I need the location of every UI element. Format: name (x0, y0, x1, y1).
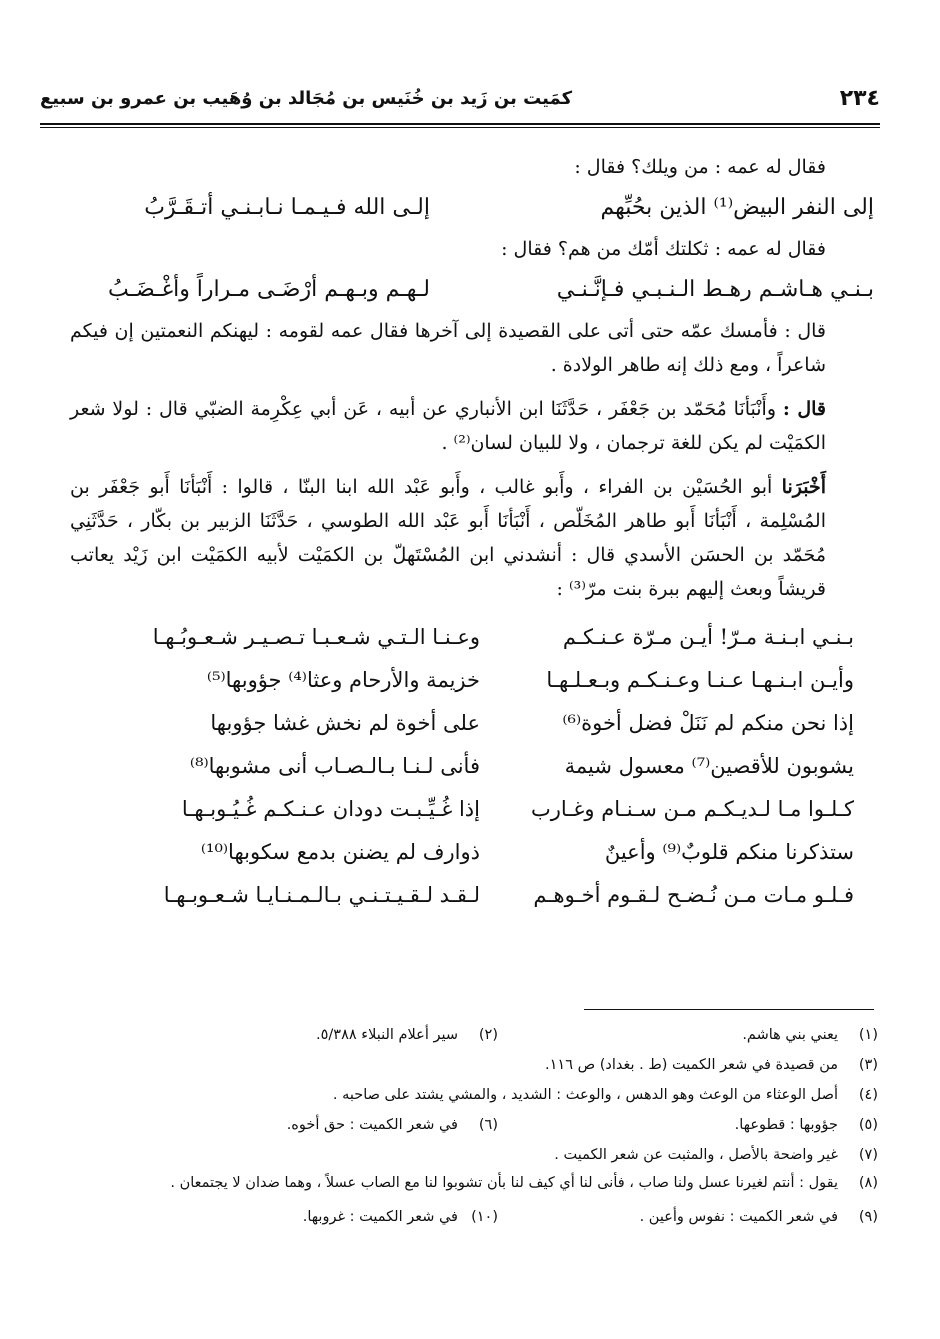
poem-line-second-hemistich: ذوارف لم يضنن بدمع سكوبها⁽¹⁰⁾ (200, 840, 480, 864)
footnote-text: من قصيدة في شعر الكميت (ط . بغداد) ص ١١٦. (545, 1057, 838, 1073)
footnote-number: (٧) (858, 1147, 878, 1163)
footnote-row (70, 1110, 878, 1140)
footnote-2 (118, 1020, 498, 1050)
footnote-number: (١) (858, 1027, 878, 1043)
poem-line-second-hemistich: على أخوة لم نخش غشا جؤوبها (210, 711, 480, 735)
footnote-row (70, 1202, 878, 1232)
verse-1-first-hemistich: إلى النفر البيض⁽¹⁾ الذين بحُبِّهم (600, 195, 874, 220)
poem-line (70, 745, 874, 788)
footnote-3 (70, 1050, 878, 1080)
poem-line-first-hemistich: فـلـو مـات مـن نُـضـح لـقـوم أخـوهـم (533, 883, 854, 907)
footnote-9 (498, 1202, 878, 1232)
poem-line-second-hemistich: فأنى لـنـا بـالـصـاب أنى مشوبها⁽⁸⁾ (189, 754, 480, 778)
poem-line (70, 616, 874, 659)
footnote-number: (٥) (858, 1117, 878, 1133)
poem-line (70, 659, 874, 702)
running-header (40, 78, 880, 118)
footnote-number: (٣) (858, 1057, 878, 1073)
poem-line-first-hemistich: إذا نحن منكم لم نَنَلْ فضل أخوة⁽⁶⁾ (562, 711, 854, 735)
header-rule (40, 123, 880, 128)
footnote-text: في شعر الكميت : نفوس وأعين . (639, 1209, 838, 1225)
footnote-10 (118, 1202, 498, 1232)
poem (70, 616, 874, 917)
footnote-text: في شعر الكميت : حق أخوه. (286, 1117, 458, 1133)
footnote-number: (١٠) (471, 1209, 498, 1225)
running-title: كمَيت بن زَيد بن خُنَيس بن مُجَالد بن وُهَيب بن عمرو بن سبيع (40, 87, 573, 109)
poem-line-first-hemistich: كـلـوا مـا لـديـكـم مـن سـنـام وغـارب (530, 797, 854, 821)
paragraph-1: فقال له عمه : من ويلك؟ فقال : (574, 156, 826, 178)
footnote-row (70, 1020, 878, 1050)
footnote-1 (498, 1020, 878, 1050)
footnote-7 (70, 1140, 878, 1170)
footnote-6 (118, 1110, 498, 1140)
paragraph-5 (70, 470, 874, 606)
main-text (70, 150, 874, 917)
paragraph-4 (70, 392, 874, 460)
poem-line-first-hemistich: يشوبون للأقصين⁽⁷⁾ معسول شيمة (564, 754, 854, 778)
poem-line-first-hemistich: وأيـن ابـنـهـا عـنـا وعـنـكـم وبـعـلـهـا (546, 668, 854, 692)
poem-line (70, 874, 874, 917)
footnote-number: (٢) (478, 1027, 498, 1043)
footnote-text: في شعر الكميت : غروبها. (302, 1209, 458, 1225)
footnote-8 (70, 1170, 878, 1196)
poem-line-first-hemistich: بـنـي ابـنـة مـرّ! أيـن مـرّة عـنـكـم (562, 625, 854, 649)
footnote-rule (584, 1009, 874, 1010)
paragraph-5-lead: أَخْبَرَنا (781, 476, 826, 498)
footnote-text: غير واضحة بالأصل ، والمثبت عن شعر الكميت . (554, 1147, 838, 1163)
verse-1-second-hemistich: إلـى الله فـيـمـا نـابـنـي أتـقَـرَّبُ (144, 195, 430, 220)
footnote-5 (498, 1110, 878, 1140)
paragraph-3: قال : فأمسك عمّه حتى أتى على القصيدة إلى آخرها فقال عمه لقومه : ليهنكم النعمتين إن فيكم شاعراً ، ومع ذلك إنه طاهر الولادة . (70, 320, 826, 376)
poem-line-second-hemistich: وعـنـا الـتـي شـعـبـا تـصـيـر شـعـوبُـهـا (152, 625, 480, 649)
footnote-number: (٤) (858, 1087, 878, 1103)
page-number: ٢٣٤ (839, 85, 880, 111)
poem-line-second-hemistich: إذا غُـيِّـبـت دودان عـنـكـم غُـيُـوبـهـا (181, 797, 480, 821)
verse-2-first-hemistich: بـنـي هـاشـم رهـط الـنـبـي فـإنَّـنـي (556, 277, 874, 302)
verse-2-second-hemistich: لـهـم وبـهـم أرْضَـى مـراراً وأغْـضَـبُ (108, 277, 430, 302)
poem-line (70, 702, 874, 745)
footnote-4 (70, 1080, 878, 1110)
poem-line-second-hemistich: خزيمة والأرحام وعثا⁽⁴⁾ جؤوبها⁽⁵⁾ (206, 668, 480, 692)
footnote-number: (٦) (478, 1117, 498, 1133)
verse-1 (70, 186, 874, 230)
footnotes (70, 1020, 878, 1232)
footnote-text: يقول : أنتم لغيرنا عسل ولنا صاب ، فأنى لنا أي كيف لنا بأن تشوبوا لنا مع الصاب عسلاً ، وهما ضدان لا يجتمعان . (170, 1175, 838, 1191)
poem-line (70, 788, 874, 831)
footnote-text: يعني بني هاشم. (742, 1027, 838, 1043)
verse-2 (70, 268, 874, 312)
footnote-number: (٩) (858, 1209, 878, 1225)
paragraph-5-text: أبو الحُسَيْن بن الفراء ، وأَبو غالب ، وأَبو عَبْد الله ابنا البنّا ، قالوا : أَنْبَأنَا أَبو جَعْفَر بن المُسْلِمة ، أَنْبَأنَا أَبو طاهر المُخَلّص ، أَنْبَأنَا أَبو عَبْد الله الطوسي ، حَدَّثَنَا الزبير بن بكّار ، حَدَّثَنِي مُحَمّد بن الحسَن الأسدي قال : أنشدني ابن المُسْتَهلّ بن الكمَيْت لأبيه الكمَيْت ابن زَيْد يعاتب قريشاً وبعث إليهم ببرة بنت مرّ⁽³⁾ : (70, 476, 826, 600)
paragraph-2: فقال له عمه : ثكلتك أمّك من هم؟ فقال : (501, 238, 826, 260)
poem-line-first-hemistich: ستذكرنا منكم قلوبٌ⁽⁹⁾ وأعينٌ (604, 840, 854, 864)
poem-line (70, 831, 874, 874)
paragraph-4-lead: قال : (782, 398, 826, 420)
footnote-text: أصل الوعثاء من الوعث وهو الدهس ، والوعث : الشديد ، والمشي يشتد على صاحبه . (332, 1087, 838, 1103)
paragraph-4-text: وأَنْبَأنَا مُحَمّد بن جَعْفَر ، حَدَّثَنَا ابن الأنباري عن أبيه ، عَن أبي عِكْرِمة الضبّي قال : لولا شعر الكمَيْت لم يكن للغة ترجمان ، ولا للبيان لسان⁽²⁾ . (70, 398, 826, 454)
footnote-number: (٨) (858, 1175, 878, 1191)
footnote-text: سير أعلام النبلاء ٥/٣٨٨. (316, 1027, 458, 1043)
poem-line-second-hemistich: لـقـد لـقـيـتـنـي بـالـمـنـايـا شـعـوبـهـا (163, 883, 480, 907)
footnote-text: جؤوبها : قطوعها. (734, 1117, 838, 1133)
